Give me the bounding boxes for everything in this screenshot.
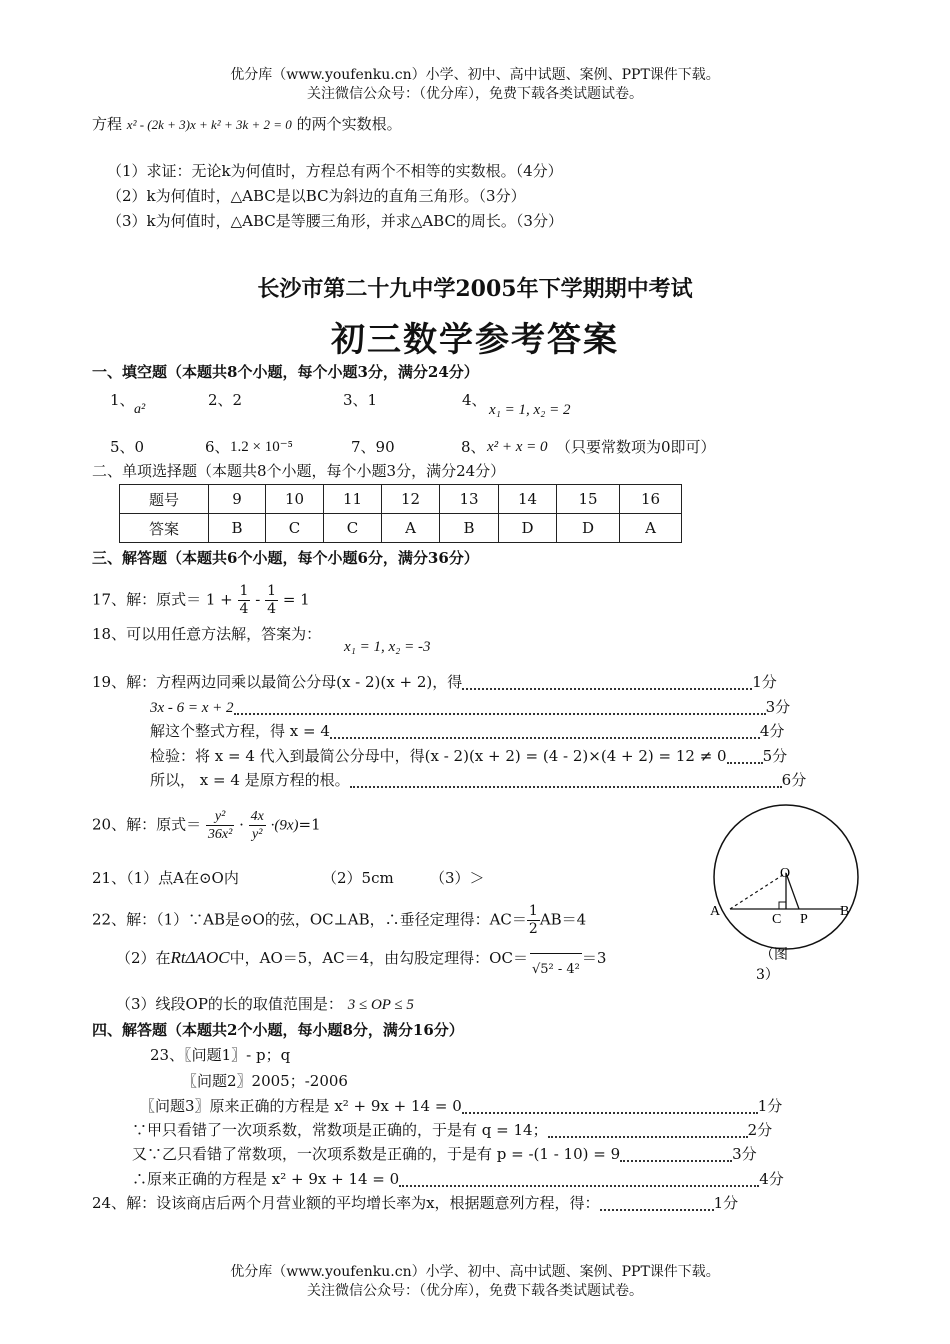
answer-table	[119, 484, 682, 543]
q23-line-4	[132, 1120, 772, 1140]
section3-heading: 三、解答题（本题共6个小题，每个小题6分，满分36分）	[92, 549, 479, 567]
table-row	[120, 485, 682, 514]
q22-l2-a: （2）在	[116, 949, 171, 967]
q24-line-1	[92, 1193, 738, 1213]
q22-l3-text: （3）线段OP的长的取值范围是：	[116, 995, 343, 1013]
q20-label: 20、解：原式＝	[92, 815, 202, 834]
q21-c: （3）＞	[430, 869, 485, 887]
q17-f1-num: 1	[239, 583, 249, 599]
s1-a8-note: （只要常数项为0即可）	[556, 438, 716, 456]
dot-leader	[462, 1100, 758, 1114]
q22-l3-expr: 3 ≤ OP ≤ 5	[347, 997, 414, 1013]
q23-l5-score: 3分	[732, 1145, 757, 1163]
q17-minus: -	[255, 590, 261, 609]
footer-line-1: 优分库（www.youfenku.cn）小学、初中、高中试题、案例、PPT课件下载。	[230, 1264, 720, 1280]
table-cell: C	[324, 514, 382, 543]
q23-line-6	[132, 1169, 784, 1189]
table-cell: D	[499, 514, 557, 543]
q23-l3-score: 1分	[757, 1097, 783, 1115]
s1-a7: 7、90	[351, 438, 395, 456]
problem-prefix: 方程	[92, 115, 123, 133]
main-title: 初三数学参考答案	[331, 320, 619, 360]
problem-q1: （1）求证：无论k为何值时，方程总有两个不相等的实数根。（4分）	[107, 162, 563, 180]
q22-line-2	[116, 948, 606, 980]
q22-l2-tri: RtΔAOC	[170, 948, 230, 967]
q20-dot: ·	[239, 815, 244, 834]
q20-result: =1	[298, 815, 321, 834]
footer-line-2: 关注微信公众号：（优分库），免费下载各类试题试卷。	[307, 1283, 643, 1299]
dot-leader	[462, 676, 752, 690]
q22-l1-tail: AB＝4	[539, 910, 587, 929]
dot-leader	[600, 1197, 714, 1211]
table-cell: 13	[440, 485, 499, 514]
q23-l6-score: 4分	[759, 1170, 784, 1188]
q19-l4-score: 5分	[762, 747, 788, 765]
header-line-1: 优分库（www.youfenku.cn）小学、初中、高中试题、案例、PPT课件下载。	[230, 67, 720, 83]
dot-leader	[234, 701, 766, 715]
s1-a3: 3、1	[343, 391, 378, 409]
table-cell: A	[620, 514, 682, 543]
table-header-cell: 题号	[120, 485, 209, 514]
q19-l2-text: 3x - 6 = x + 2	[150, 700, 234, 716]
s1-a4-label: 4、	[462, 391, 487, 409]
q17-f1-den: 4	[239, 601, 249, 617]
q20-f2-num: 4x	[250, 809, 264, 824]
q17-result: = 1	[282, 590, 310, 609]
label-b: B	[840, 904, 850, 919]
problem-q2: （2）k为何值时，△ABC是以BC为斜边的直角三角形。（3分）	[107, 187, 526, 205]
section2-heading: 二、单项选择题（本题共8个小题，每个小题3分，满分24分）	[92, 462, 506, 480]
q23-l4-text: ∵甲只看错了一次项系数，常数项是正确的，于是有 q = 14；	[132, 1121, 548, 1139]
q20-tail: ·(9x)	[270, 817, 299, 834]
dot-leader	[620, 1148, 732, 1162]
q24-l1-score: 1分	[713, 1194, 739, 1212]
label-a: A	[710, 904, 721, 919]
q20-f1-den: 36x²	[207, 827, 233, 842]
table-cell: 11	[324, 485, 382, 514]
dot-leader	[399, 1173, 759, 1187]
q19-line-5	[150, 770, 806, 790]
q20-f1-num: y²	[206, 808, 234, 826]
q22-line-3	[116, 994, 414, 1015]
q17-f2-den: 4	[267, 601, 277, 617]
table-cell: B	[209, 514, 266, 543]
table-cell: C	[266, 514, 324, 543]
q21-b: （2）5cm	[322, 869, 394, 887]
label-p: P	[800, 912, 808, 927]
q23-line-1: 23、〖问题1〗- p；q	[150, 1046, 291, 1064]
q17-expr-a: 1 +	[205, 590, 233, 609]
problem-suffix: 的两个实数根。	[296, 115, 402, 133]
section1-heading: 一、填空题（本题共8个小题，每个小题3分，满分24分）	[92, 363, 479, 381]
q19-line-1	[92, 672, 777, 692]
q23-l6-text: ∴原来正确的方程是 x² + 9x + 14 = 0	[132, 1170, 400, 1188]
q19-l4-text: 检验：将 x = 4 代入到最简公分母中，得(x - 2)(x + 2) = (4 - 2)×(4 + 2) = 12 ≠ 0	[150, 747, 727, 765]
problem-q3: （3）k为何值时，△ABC是等腰三角形，并求△ABC的周长。（3分）	[107, 212, 563, 230]
table-cell: 14	[499, 485, 557, 514]
q22-sqrt: √5² - 4²	[530, 953, 582, 980]
s1-a6: 1.2 × 10⁻⁵	[230, 439, 293, 455]
table-header-cell: 答案	[120, 514, 209, 543]
dot-leader	[727, 750, 763, 764]
q19-line-2	[150, 697, 790, 718]
q23-l3-text: 〖问题3〗原来正确的方程是 x² + 9x + 14 = 0	[140, 1097, 462, 1115]
q22-fraction	[527, 903, 540, 938]
table-row	[120, 514, 682, 543]
q22-line-1	[92, 903, 586, 938]
q22-l1-text: 22、解：（1）∵AB是⊙O的弦，OC⊥AB，∴垂径定理得：AC＝	[92, 910, 527, 929]
q24-l1-text: 24、解：设该商店后两个月营业额的平均增长率为x，根据题意列方程，得：	[92, 1194, 600, 1212]
q19-l3-score: 4分	[759, 722, 785, 740]
q23-l4-score: 2分	[747, 1121, 773, 1139]
q19-line-3	[150, 721, 784, 741]
s1-a5: 5、0	[110, 438, 145, 456]
q22-sqrt-body: 5² - 4²	[540, 962, 580, 977]
q22-l2-b: 中，AO＝5，AC＝4，由勾股定理得：OC＝	[229, 949, 528, 967]
q17-f2-num: 1	[267, 583, 277, 599]
caption-b: 3）	[756, 967, 779, 983]
dot-leader	[350, 774, 782, 788]
q19-l2-score: 3分	[765, 698, 791, 716]
q19-l3-text: 解这个整式方程，得 x = 4	[150, 722, 330, 740]
q20-f2-den: y²	[252, 827, 263, 842]
s1-a8-label: 8、	[461, 438, 486, 456]
q17	[92, 583, 310, 618]
q19-line-4	[150, 746, 787, 766]
q17-fraction-2	[265, 583, 278, 618]
s1-a4: x₁ = 1, x₂ = 2	[489, 402, 571, 418]
dot-leader	[548, 1124, 748, 1138]
circle-figure	[700, 795, 870, 995]
q23-line-5	[132, 1144, 757, 1164]
s1-a1: a²	[134, 402, 146, 417]
header-line-2: 关注微信公众号：（优分库），免费下载各类试题试卷。	[307, 86, 643, 102]
section4-heading: 四、解答题（本题共2个小题，每小题8分，满分16分）	[92, 1021, 464, 1039]
q19-l5-score: 6分	[781, 771, 807, 789]
q18-label: 18、可以用任意方法解，答案为：	[92, 625, 322, 643]
q20	[92, 808, 321, 843]
school-title: 长沙市第二十九中学2005年下学期期中考试	[257, 276, 693, 302]
dot-leader	[330, 725, 760, 739]
q22-l2-c: ＝3	[581, 949, 607, 967]
q19-l1-text: 19、解：方程两边同乘以最简公分母(x - 2)(x + 2)，得	[92, 673, 463, 691]
table-cell: A	[382, 514, 440, 543]
table-cell: D	[557, 514, 620, 543]
q23-line-2: 〖问题2〗2005；-2006	[182, 1072, 348, 1090]
problem-statement	[92, 114, 402, 135]
caption-a: （图	[760, 947, 788, 963]
q23-l5-text: 又∵乙只看错了常数项，一次项系数是正确的，于是有 p = -(1 - 10) = 9	[132, 1145, 621, 1163]
q22-frac-num: 1	[528, 903, 538, 919]
s1-a6-label: 6、	[205, 438, 230, 456]
table-cell: 10	[266, 485, 324, 514]
s1-a2: 2、2	[208, 391, 243, 409]
table-cell: 9	[209, 485, 266, 514]
q19-l1-score: 1分	[752, 673, 777, 691]
s1-a8: x² + x = 0	[487, 439, 548, 455]
s1-a1-label: 1、	[110, 391, 135, 409]
label-o: O	[780, 866, 791, 881]
q20-fraction-2	[249, 808, 266, 843]
q18-answer: x₁ = 1, x₂ = -3	[344, 639, 431, 655]
problem-equation: x² - (2k + 3)x + k² + 3k + 2 = 0	[126, 117, 292, 132]
table-cell: B	[440, 514, 499, 543]
table-cell: 16	[620, 485, 682, 514]
right-angle-mark	[779, 902, 786, 909]
table-cell: 12	[382, 485, 440, 514]
q21-a: 21、（1）点A在⊙O内	[92, 869, 239, 887]
segment-ao	[730, 873, 786, 909]
q17-fraction-1	[238, 583, 251, 618]
q22-frac-den: 2	[528, 921, 538, 937]
q19-l5-text: 所以， x = 4 是原方程的根。	[150, 771, 350, 789]
q23-line-3	[140, 1096, 782, 1116]
q20-fraction-1	[206, 808, 234, 843]
label-c: C	[772, 912, 782, 927]
q17-label: 17、解：原式＝	[92, 590, 202, 609]
table-cell: 15	[557, 485, 620, 514]
